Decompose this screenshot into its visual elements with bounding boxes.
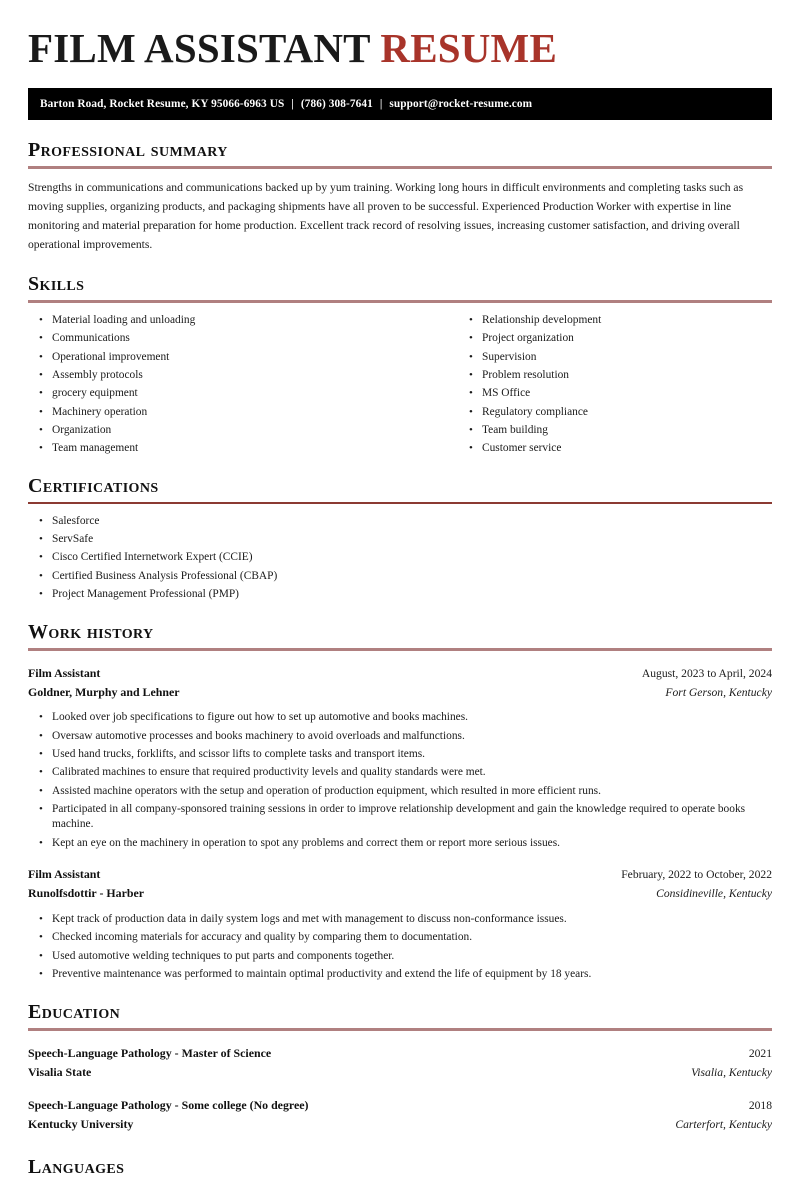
list-item: • Oversaw automotive processes and books machinery to avoid overloads and malfunctions. — [52, 727, 772, 745]
work-entry-bullets — [28, 709, 772, 853]
job-title: Film Assistant — [28, 867, 101, 882]
list-item: • Material loading and unloading — [52, 311, 400, 329]
job-location: Fort Gerson, Kentucky — [665, 685, 772, 699]
section-heading-professional-summary: Professional summary — [28, 139, 228, 162]
education-degree-row — [28, 1096, 772, 1116]
section-skills — [28, 272, 772, 458]
section-heading-certifications: Certifications — [28, 475, 159, 498]
resume-title-accent: RESUME — [380, 25, 558, 71]
list-item: • Used automotive welding techniques to put parts and components together. — [52, 947, 772, 965]
work-entry-company-row — [28, 884, 772, 903]
list-item: • Operational improvement — [52, 348, 400, 366]
list-item: • Certified Business Analysis Professional (CBAP) — [52, 567, 772, 585]
section-heading-work-history: Work history — [28, 620, 154, 643]
list-item: • Project organization — [482, 330, 772, 348]
school-location: Carterfort, Kentucky — [675, 1118, 772, 1132]
list-item: • Team building — [482, 421, 772, 439]
list-item: • Calibrated machines to ensure that required productivity levels and quality standards were met. — [52, 764, 772, 782]
list-item: • Relationship development — [482, 311, 772, 329]
professional-summary-text: Strengths in communications and communications backed up by yum training. Working long hours in difficult environments and completing tasks such as moving supplies, organizing products, and packaging shipments have all proven to be successful. Experienced Production Worker with expertise in line monitoring and material preparation for home production. Excellent track record of resolving issues, increasing customer satisfaction, and driving overall operational improvements. — [28, 181, 744, 251]
school-name: Visalia State — [28, 1065, 92, 1080]
list-item: • Used hand trucks, forklifts, and scissor lifts to complete tasks and transport items. — [52, 745, 772, 763]
list-item: • Team management — [52, 440, 400, 458]
work-entry-title-row — [28, 664, 772, 683]
education-entry — [28, 1096, 772, 1135]
list-item: • Machinery operation — [52, 403, 400, 421]
list-item: • Organization — [52, 421, 400, 439]
contact-email[interactable]: support@rocket-resume.com — [389, 98, 533, 111]
job-dates: February, 2022 to October, 2022 — [621, 868, 772, 882]
section-divider-skills — [28, 300, 772, 303]
company-name: Goldner, Murphy and Lehner — [28, 684, 180, 699]
resume-title-main: FILM ASSISTANT — [28, 25, 381, 71]
job-title: Film Assistant — [28, 665, 101, 680]
section-divider-work-history — [28, 648, 772, 651]
work-history-entry — [28, 664, 772, 853]
education-school-row — [28, 1063, 772, 1083]
company-name: Runolfsdottir - Harber — [28, 886, 145, 901]
contact-separator-1: | — [291, 98, 294, 111]
skills-list-right — [458, 311, 772, 458]
section-education — [28, 1000, 772, 1135]
list-item: • Project Management Professional (PMP) — [52, 586, 772, 604]
contact-separator-2: | — [379, 98, 383, 111]
list-item: • Assembly protocols — [52, 366, 400, 384]
list-item: • Preventive maintenance was performed to maintain optimal productivity and extend the life of equipment by 18 years. — [52, 965, 772, 983]
education-year: 2018 — [748, 1098, 772, 1112]
section-heading-education: Education — [28, 1000, 121, 1023]
education-school-row — [28, 1115, 772, 1135]
list-item: • Kept an eye on the machinery in operation to spot any problems and correct them or report more serious issues. — [52, 834, 772, 852]
resume-title — [28, 0, 772, 70]
section-divider-education — [28, 1028, 772, 1031]
list-item: • ServSafe — [52, 530, 772, 548]
skills-columns — [28, 305, 772, 458]
work-history-entry — [28, 865, 772, 983]
list-item: • MS Office — [482, 385, 772, 403]
section-certifications — [28, 474, 772, 604]
contact-address: Barton Road, Rocket Resume, KY 95066-6963 US — [40, 98, 285, 111]
certifications-list — [28, 512, 772, 604]
list-item: • Communications — [52, 330, 400, 348]
skills-list-left — [28, 311, 400, 458]
list-item: • Supervision — [482, 348, 772, 366]
list-item: • Checked incoming materials for accuracy and quality by comparing them to documentation. — [52, 929, 772, 947]
education-entry — [28, 1044, 772, 1083]
section-divider-professional-summary — [28, 166, 772, 169]
school-location: Visalia, Kentucky — [691, 1066, 772, 1080]
list-item: • Cisco Certified Internetwork Expert (CCIE) — [52, 549, 772, 567]
school-name: Kentucky University — [28, 1117, 134, 1132]
skills-column-right — [400, 305, 772, 458]
contact-bar — [28, 88, 772, 120]
list-item: • Salesforce — [52, 512, 772, 530]
section-professional-summary — [28, 138, 772, 254]
job-dates: August, 2023 to April, 2024 — [641, 666, 772, 680]
job-location: Considineville, Kentucky — [656, 887, 772, 901]
list-item: • Regulatory compliance — [482, 403, 772, 421]
list-item: • Participated in all company-sponsored training sessions in order to improve relationship development and gain the knowledge required to operate books machine. — [52, 801, 772, 835]
section-heading-skills: Skills — [28, 273, 85, 296]
section-languages — [28, 1155, 772, 1180]
list-item: • Customer service — [482, 440, 772, 458]
skills-column-left — [28, 305, 400, 458]
section-heading-languages: Languages — [28, 1155, 125, 1178]
list-item: • Assisted machine operators with the setup and operation of production equipment, which resulted in more efficient runs. — [52, 782, 772, 800]
work-entry-bullets — [28, 910, 772, 983]
list-item: • Looked over job specifications to figure out how to set up automotive and books machines. — [52, 709, 772, 727]
list-item: • grocery equipment — [52, 385, 400, 403]
contact-phone[interactable]: (786) 308-7641 — [300, 98, 373, 111]
education-year: 2021 — [748, 1046, 772, 1060]
list-item: • Problem resolution — [482, 366, 772, 384]
degree-name: Speech-Language Pathology - Some college (No degree) — [28, 1097, 309, 1112]
section-work-history — [28, 620, 772, 984]
work-entry-company-row — [28, 683, 772, 702]
section-divider-certifications — [28, 502, 772, 504]
degree-name: Speech-Language Pathology - Master of Science — [28, 1045, 272, 1060]
list-item: • Kept track of production data in daily system logs and met with management to discuss non-conformance issues. — [52, 910, 772, 928]
education-degree-row — [28, 1044, 772, 1064]
work-entry-title-row — [28, 865, 772, 884]
